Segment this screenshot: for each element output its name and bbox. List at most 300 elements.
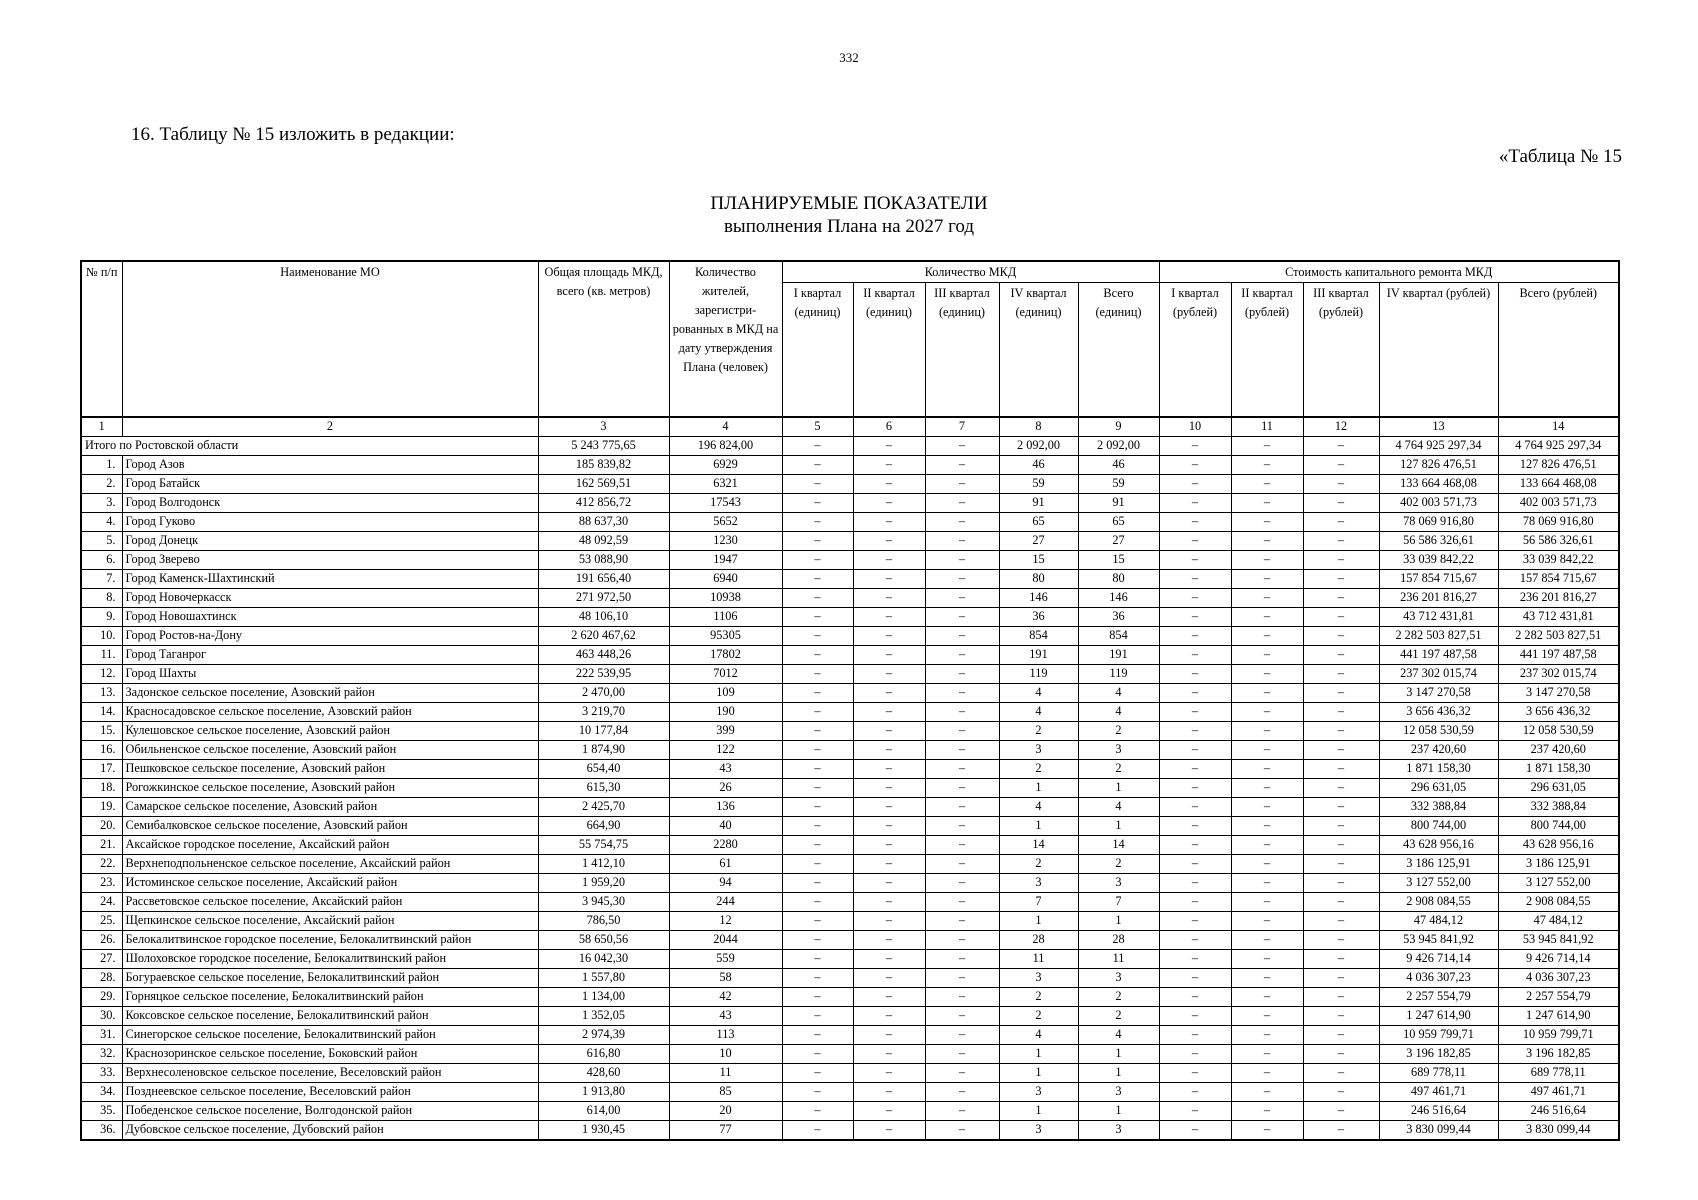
- mo-name: Город Гуково: [122, 512, 538, 531]
- header-q2-units: II квартал (единиц): [853, 283, 925, 417]
- q3-cost: –: [1303, 1025, 1379, 1044]
- q4-units: 2: [999, 1006, 1078, 1025]
- residents-count: 2280: [669, 835, 782, 854]
- q2-units: –: [853, 1120, 925, 1140]
- total-cost: 1 871 158,30: [1498, 759, 1619, 778]
- q4-units: 2: [999, 987, 1078, 1006]
- q3-units: –: [925, 854, 999, 873]
- q2-units: –: [853, 683, 925, 702]
- mo-name: Красносадовское сельское поселение, Азовский район: [122, 702, 538, 721]
- total-cost: 10 959 799,71: [1498, 1025, 1619, 1044]
- mkd-area: 463 448,26: [538, 645, 669, 664]
- q1-units: –: [782, 854, 853, 873]
- q4-cost: 497 461,71: [1379, 1082, 1498, 1101]
- q4-cost: 237 420,60: [1379, 740, 1498, 759]
- total-cost: 332 388,84: [1498, 797, 1619, 816]
- mkd-area: 614,00: [538, 1101, 669, 1120]
- table-row: [81, 759, 1619, 778]
- q4-units: 14: [999, 835, 1078, 854]
- q1-units: –: [782, 968, 853, 987]
- q2-cost: –: [1231, 664, 1303, 683]
- q4-units: 46: [999, 455, 1078, 474]
- mo-name: Город Донецк: [122, 531, 538, 550]
- column-number: 4: [669, 417, 782, 437]
- total-cost: 12 058 530,59: [1498, 721, 1619, 740]
- q1-cost: –: [1159, 835, 1231, 854]
- q3-cost: –: [1303, 645, 1379, 664]
- table-row: [81, 911, 1619, 930]
- q2-cost: –: [1231, 911, 1303, 930]
- q3-cost: –: [1303, 911, 1379, 930]
- q2-cost: –: [1231, 816, 1303, 835]
- q1-units: –: [782, 930, 853, 949]
- q4-units: 36: [999, 607, 1078, 626]
- q4-cost: 3 147 270,58: [1379, 683, 1498, 702]
- q1-cost: –: [1159, 759, 1231, 778]
- q4-cost: 296 631,05: [1379, 778, 1498, 797]
- q3-cost: –: [1303, 873, 1379, 892]
- q3-units: –: [925, 531, 999, 550]
- q3-units: –: [925, 1006, 999, 1025]
- mo-name: Город Каменск-Шахтинский: [122, 569, 538, 588]
- total-cost: 3 186 125,91: [1498, 854, 1619, 873]
- q4-units: 2: [999, 721, 1078, 740]
- mo-name: Верхнеподпольненское сельское поселение, Аксайский район: [122, 854, 538, 873]
- q4-units: 1: [999, 778, 1078, 797]
- q2-units: –: [853, 645, 925, 664]
- residents-count: 136: [669, 797, 782, 816]
- mkd-area: 428,60: [538, 1063, 669, 1082]
- q3-cost: –: [1303, 493, 1379, 512]
- total-units: 65: [1078, 512, 1159, 531]
- q2-units: –: [853, 1063, 925, 1082]
- residents-count: 244: [669, 892, 782, 911]
- q3-cost: –: [1303, 1120, 1379, 1140]
- q4-cost: 43 712 431,81: [1379, 607, 1498, 626]
- mkd-area: 3 945,30: [538, 892, 669, 911]
- q2-units: –: [853, 797, 925, 816]
- q1-units: –: [782, 512, 853, 531]
- q1-units: –: [782, 1082, 853, 1101]
- row-number: 15.: [81, 721, 122, 740]
- q2-cost: –: [1231, 987, 1303, 1006]
- table-row: [81, 1044, 1619, 1063]
- total-units: 46: [1078, 455, 1159, 474]
- q2-cost: –: [1231, 873, 1303, 892]
- q1-units: –: [782, 759, 853, 778]
- total-cost: 237 302 015,74: [1498, 664, 1619, 683]
- q3-cost: –: [1303, 721, 1379, 740]
- q2-units: –: [853, 1006, 925, 1025]
- q2-units: –: [853, 740, 925, 759]
- row-number: 21.: [81, 835, 122, 854]
- q2-units: –: [853, 474, 925, 493]
- mo-name: Дубовское сельское поселение, Дубовский район: [122, 1120, 538, 1140]
- q1-cost: –: [1159, 968, 1231, 987]
- q1-units: –: [782, 721, 853, 740]
- mo-name: Победенское сельское поселение, Волгодонской район: [122, 1101, 538, 1120]
- q2-cost: –: [1231, 645, 1303, 664]
- q4-units: 2: [999, 759, 1078, 778]
- total-units: 15: [1078, 550, 1159, 569]
- q2-units: –: [853, 664, 925, 683]
- q2-cost: –: [1231, 1044, 1303, 1063]
- total-q4-units: 2 092,00: [999, 436, 1078, 455]
- total-cost: 3 196 182,85: [1498, 1044, 1619, 1063]
- mkd-area: 48 092,59: [538, 531, 669, 550]
- total-cost: 4 764 925 297,34: [1498, 436, 1619, 455]
- total-cost: 402 003 571,73: [1498, 493, 1619, 512]
- q1-cost: –: [1159, 1101, 1231, 1120]
- header-total-units: Всего (единиц): [1078, 283, 1159, 417]
- q2-cost: –: [1231, 1101, 1303, 1120]
- mo-name: Город Шахты: [122, 664, 538, 683]
- q3-cost: –: [1303, 816, 1379, 835]
- q4-cost: 9 426 714,14: [1379, 949, 1498, 968]
- q4-cost: 1 871 158,30: [1379, 759, 1498, 778]
- total-units: 191: [1078, 645, 1159, 664]
- q4-units: 59: [999, 474, 1078, 493]
- residents-count: 10938: [669, 588, 782, 607]
- total-units: 146: [1078, 588, 1159, 607]
- q3-cost: –: [1303, 854, 1379, 873]
- residents-count: 10: [669, 1044, 782, 1063]
- residents-count: 20: [669, 1101, 782, 1120]
- row-number: 11.: [81, 645, 122, 664]
- row-number: 5.: [81, 531, 122, 550]
- q3-cost: –: [1303, 683, 1379, 702]
- mkd-area: 191 656,40: [538, 569, 669, 588]
- mo-name: Город Таганрог: [122, 645, 538, 664]
- q1-cost: –: [1159, 1044, 1231, 1063]
- q4-cost: 3 196 182,85: [1379, 1044, 1498, 1063]
- total-units: 3: [1078, 968, 1159, 987]
- column-number: 3: [538, 417, 669, 437]
- table-row: [81, 949, 1619, 968]
- table-row: [81, 607, 1619, 626]
- total-cost: 4 036 307,23: [1498, 968, 1619, 987]
- row-number: 3.: [81, 493, 122, 512]
- residents-count: 122: [669, 740, 782, 759]
- column-numbers-row: [81, 417, 1619, 437]
- total-cost: 127 826 476,51: [1498, 455, 1619, 474]
- q4-cost: 2 257 554,79: [1379, 987, 1498, 1006]
- total-cost: 246 516,64: [1498, 1101, 1619, 1120]
- q4-cost: 689 778,11: [1379, 1063, 1498, 1082]
- total-units: 4: [1078, 1025, 1159, 1044]
- q1-units: –: [782, 588, 853, 607]
- column-number: 13: [1379, 417, 1498, 437]
- total-units: 28: [1078, 930, 1159, 949]
- q3-cost: –: [1303, 455, 1379, 474]
- q3-units: –: [925, 645, 999, 664]
- total-cost: 2 908 084,55: [1498, 892, 1619, 911]
- q3-units: –: [925, 911, 999, 930]
- q3-cost: –: [1303, 1044, 1379, 1063]
- column-number: 11: [1231, 417, 1303, 437]
- residents-count: 11: [669, 1063, 782, 1082]
- q4-cost: 237 302 015,74: [1379, 664, 1498, 683]
- mkd-area: 1 412,10: [538, 854, 669, 873]
- row-number: 18.: [81, 778, 122, 797]
- q4-cost: 332 388,84: [1379, 797, 1498, 816]
- total-units: 4: [1078, 702, 1159, 721]
- q2-cost: –: [1231, 835, 1303, 854]
- title-line-2: выполнения Плана на 2027 год: [723, 216, 975, 237]
- total-cost: 236 201 816,27: [1498, 588, 1619, 607]
- q2-units: –: [853, 759, 925, 778]
- mkd-area: 88 637,30: [538, 512, 669, 531]
- q4-units: 4: [999, 702, 1078, 721]
- row-number: 1.: [81, 455, 122, 474]
- q2-units: –: [853, 569, 925, 588]
- q1-cost: –: [1159, 816, 1231, 835]
- mkd-area: 1 557,80: [538, 968, 669, 987]
- q2-cost: –: [1231, 1063, 1303, 1082]
- q1-units: –: [782, 550, 853, 569]
- q2-units: –: [853, 930, 925, 949]
- q4-cost: 133 664 468,08: [1379, 474, 1498, 493]
- total-units: 14: [1078, 835, 1159, 854]
- mkd-area: 1 352,05: [538, 1006, 669, 1025]
- q2-cost: –: [1231, 569, 1303, 588]
- total-cost: 3 656 436,32: [1498, 702, 1619, 721]
- q4-cost: 43 628 956,16: [1379, 835, 1498, 854]
- row-number: 8.: [81, 588, 122, 607]
- q3-cost: –: [1303, 835, 1379, 854]
- q4-cost: 4 036 307,23: [1379, 968, 1498, 987]
- q3-units: –: [925, 816, 999, 835]
- q4-units: 191: [999, 645, 1078, 664]
- total-units: 80: [1078, 569, 1159, 588]
- q1-cost: –: [1159, 1082, 1231, 1101]
- q4-cost: 2 282 503 827,51: [1379, 626, 1498, 645]
- mkd-area: 2 974,39: [538, 1025, 669, 1044]
- page-number: 332: [839, 50, 859, 65]
- q3-units: –: [925, 1063, 999, 1082]
- q4-units: 7: [999, 892, 1078, 911]
- q2-cost: –: [1231, 721, 1303, 740]
- total-q1-units: –: [782, 436, 853, 455]
- table-row: [81, 892, 1619, 911]
- header-q4-units: IV квартал (единиц): [999, 283, 1078, 417]
- q2-units: –: [853, 493, 925, 512]
- q3-cost: –: [1303, 797, 1379, 816]
- total-units: 2: [1078, 854, 1159, 873]
- total-units: 3: [1078, 873, 1159, 892]
- q2-cost: –: [1231, 778, 1303, 797]
- residents-count: 399: [669, 721, 782, 740]
- q4-cost: 3 656 436,32: [1379, 702, 1498, 721]
- q1-cost: –: [1159, 1063, 1231, 1082]
- q2-units: –: [853, 626, 925, 645]
- total-cost: 43 628 956,16: [1498, 835, 1619, 854]
- q1-units: –: [782, 1044, 853, 1063]
- q4-cost: 78 069 916,80: [1379, 512, 1498, 531]
- total-units: 2 092,00: [1078, 436, 1159, 455]
- q3-units: –: [925, 664, 999, 683]
- q1-units: –: [782, 778, 853, 797]
- q2-cost: –: [1231, 512, 1303, 531]
- indicators-table: [80, 260, 1620, 1141]
- row-number: 26.: [81, 930, 122, 949]
- row-number: 14.: [81, 702, 122, 721]
- q2-units: –: [853, 911, 925, 930]
- residents-count: 12: [669, 911, 782, 930]
- header-cost-group: Стоимость капитального ремонта МКД: [1159, 261, 1619, 283]
- total-q2-units: –: [853, 436, 925, 455]
- q1-cost: –: [1159, 626, 1231, 645]
- q4-cost: 402 003 571,73: [1379, 493, 1498, 512]
- q3-units: –: [925, 569, 999, 588]
- table-body: [81, 417, 1619, 1140]
- q3-cost: –: [1303, 531, 1379, 550]
- q3-cost: –: [1303, 1101, 1379, 1120]
- mo-name: Верхнесоленовское сельское поселение, Веселовский район: [122, 1063, 538, 1082]
- table-row: [81, 1025, 1619, 1044]
- header-total-rub: Всего (рублей): [1498, 283, 1619, 417]
- q1-cost: –: [1159, 512, 1231, 531]
- q3-cost: –: [1303, 949, 1379, 968]
- q4-cost: 157 854 715,67: [1379, 569, 1498, 588]
- q4-cost: 33 039 842,22: [1379, 550, 1498, 569]
- q2-units: –: [853, 987, 925, 1006]
- q1-units: –: [782, 664, 853, 683]
- q3-cost: –: [1303, 892, 1379, 911]
- mkd-area: 412 856,72: [538, 493, 669, 512]
- q1-cost: –: [1159, 588, 1231, 607]
- q4-units: 15: [999, 550, 1078, 569]
- total-units: 3: [1078, 740, 1159, 759]
- mo-name: Кулешовское сельское поселение, Азовский район: [122, 721, 538, 740]
- table-row: [81, 512, 1619, 531]
- header-q3-rub: III квартал (рублей): [1303, 283, 1379, 417]
- q1-units: –: [782, 949, 853, 968]
- mkd-area: 185 839,82: [538, 455, 669, 474]
- q2-units: –: [853, 854, 925, 873]
- mkd-area: 271 972,50: [538, 588, 669, 607]
- q1-units: –: [782, 911, 853, 930]
- residents-count: 17802: [669, 645, 782, 664]
- table-row: [81, 873, 1619, 892]
- q4-units: 1: [999, 816, 1078, 835]
- total-units: 1: [1078, 778, 1159, 797]
- total-units: 11: [1078, 949, 1159, 968]
- mkd-area: 10 177,84: [538, 721, 669, 740]
- table-row: [81, 1063, 1619, 1082]
- total-cost: 2 282 503 827,51: [1498, 626, 1619, 645]
- mkd-area: 2 425,70: [538, 797, 669, 816]
- q2-units: –: [853, 1101, 925, 1120]
- residents-count: 95305: [669, 626, 782, 645]
- mkd-area: 616,80: [538, 1044, 669, 1063]
- q1-cost: –: [1159, 645, 1231, 664]
- mo-name: Рогожкинское сельское поселение, Азовский район: [122, 778, 538, 797]
- q4-units: 27: [999, 531, 1078, 550]
- q4-cost: 3 830 099,44: [1379, 1120, 1498, 1140]
- q2-units: –: [853, 702, 925, 721]
- row-number: 34.: [81, 1082, 122, 1101]
- table-row: [81, 1082, 1619, 1101]
- mo-name: Рассветовское сельское поселение, Аксайский район: [122, 892, 538, 911]
- table-row: [81, 835, 1619, 854]
- q2-units: –: [853, 1082, 925, 1101]
- residents-count: 5652: [669, 512, 782, 531]
- q1-cost: –: [1159, 683, 1231, 702]
- q3-units: –: [925, 797, 999, 816]
- row-number: 10.: [81, 626, 122, 645]
- column-number: 1: [81, 417, 122, 437]
- total-units: 1: [1078, 1101, 1159, 1120]
- q3-cost: –: [1303, 588, 1379, 607]
- q4-units: 4: [999, 683, 1078, 702]
- q4-cost: 53 945 841,92: [1379, 930, 1498, 949]
- residents-count: 43: [669, 759, 782, 778]
- row-number: 19.: [81, 797, 122, 816]
- q1-cost: –: [1159, 1025, 1231, 1044]
- column-number: 14: [1498, 417, 1619, 437]
- q3-units: –: [925, 1025, 999, 1044]
- residents-count: 6321: [669, 474, 782, 493]
- mkd-area: 48 106,10: [538, 607, 669, 626]
- q4-units: 28: [999, 930, 1078, 949]
- table-row: [81, 854, 1619, 873]
- q4-cost: 800 744,00: [1379, 816, 1498, 835]
- header-q3-units: III квартал (единиц): [925, 283, 999, 417]
- mkd-area: 654,40: [538, 759, 669, 778]
- row-number: 9.: [81, 607, 122, 626]
- q1-cost: –: [1159, 873, 1231, 892]
- q4-units: 146: [999, 588, 1078, 607]
- table-row: [81, 930, 1619, 949]
- q1-units: –: [782, 455, 853, 474]
- q3-cost: –: [1303, 968, 1379, 987]
- q1-cost: –: [1159, 911, 1231, 930]
- total-units: 4: [1078, 683, 1159, 702]
- q4-cost: 47 484,12: [1379, 911, 1498, 930]
- residents-count: 113: [669, 1025, 782, 1044]
- header-count-group: Количество МКД: [782, 261, 1159, 283]
- residents-count: 7012: [669, 664, 782, 683]
- mo-name: Синегорское сельское поселение, Белокалитвинский район: [122, 1025, 538, 1044]
- q2-cost: –: [1231, 607, 1303, 626]
- q3-units: –: [925, 1082, 999, 1101]
- table-row: [81, 968, 1619, 987]
- residents-count: 1947: [669, 550, 782, 569]
- q1-units: –: [782, 1063, 853, 1082]
- column-number: 5: [782, 417, 853, 437]
- q3-units: –: [925, 626, 999, 645]
- table-row: [81, 797, 1619, 816]
- q1-units: –: [782, 683, 853, 702]
- mkd-area: 615,30: [538, 778, 669, 797]
- header-num: № п/п: [81, 261, 122, 417]
- mo-name: Город Азов: [122, 455, 538, 474]
- q1-cost: –: [1159, 930, 1231, 949]
- mo-name: Горняцкое сельское поселение, Белокалитвинский район: [122, 987, 538, 1006]
- total-units: 7: [1078, 892, 1159, 911]
- q1-cost: –: [1159, 569, 1231, 588]
- q1-units: –: [782, 816, 853, 835]
- q2-cost: –: [1231, 702, 1303, 721]
- q3-cost: –: [1303, 759, 1379, 778]
- total-cost: 2 257 554,79: [1498, 987, 1619, 1006]
- q1-units: –: [782, 493, 853, 512]
- total-units: 1: [1078, 1063, 1159, 1082]
- q3-cost: –: [1303, 740, 1379, 759]
- total-cost: 47 484,12: [1498, 911, 1619, 930]
- q3-cost: –: [1303, 626, 1379, 645]
